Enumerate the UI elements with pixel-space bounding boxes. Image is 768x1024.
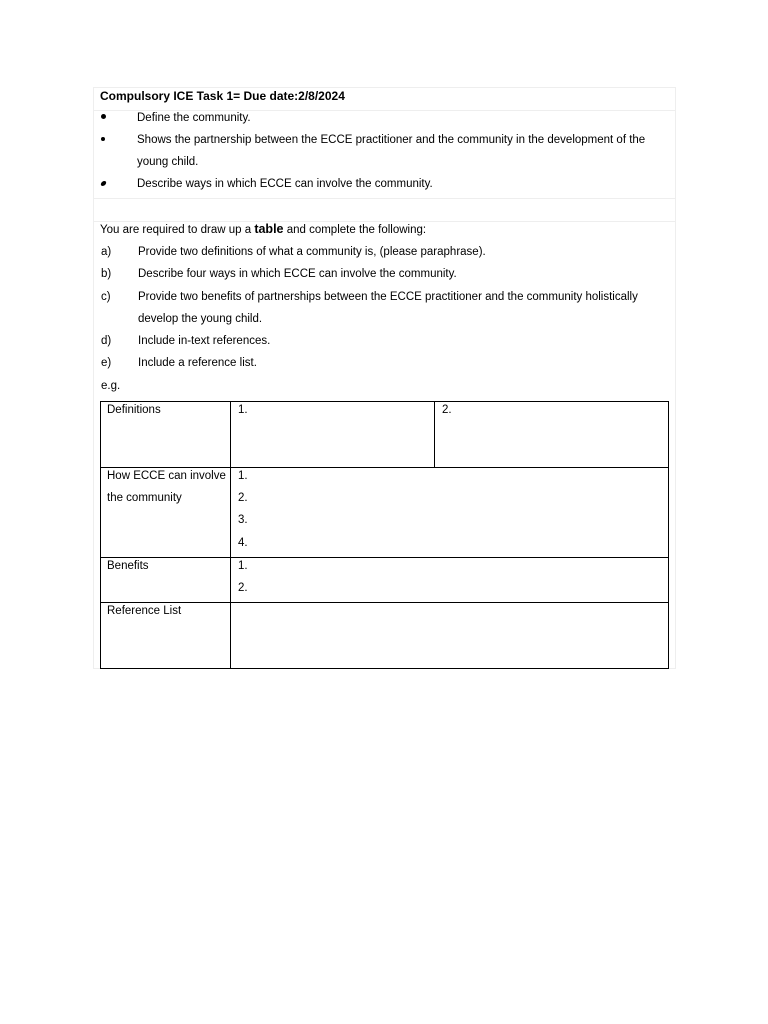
bullet-item: Describe ways in which ECCE can involve the community.	[137, 178, 433, 190]
definitions-label: Definitions	[107, 404, 161, 416]
list-marker: e)	[101, 357, 112, 369]
table-cell-label	[100, 602, 231, 669]
list-item: Provide two benefits of partnerships between the ECCE practitioner and the community holistically	[138, 291, 638, 303]
table-cell	[434, 401, 669, 468]
involve-label: the community	[107, 492, 182, 504]
table-cell-label	[100, 557, 231, 603]
bullet-icon	[101, 137, 105, 141]
table-cell-label	[100, 467, 231, 558]
bullet-item-continuation: young child.	[137, 156, 199, 168]
table-cell	[230, 401, 435, 468]
table-cell	[230, 602, 669, 669]
divider	[94, 198, 675, 199]
definition-number: 2.	[442, 404, 452, 416]
reference-list-label: Reference List	[107, 605, 182, 617]
involve-label: How ECCE can involve	[107, 470, 226, 482]
list-marker: b)	[101, 268, 112, 280]
task-title: Compulsory ICE Task 1= Due date:2/8/2024	[100, 89, 345, 103]
definition-number: 1.	[238, 404, 248, 416]
example-label: e.g.	[101, 380, 121, 392]
list-marker: c)	[101, 291, 111, 303]
list-item: Include a reference list.	[138, 357, 257, 369]
bullet-item: Shows the partnership between the ECCE practitioner and the community in the development of the	[137, 134, 646, 146]
list-item-continuation: develop the young child.	[138, 313, 263, 325]
list-item: Provide two definitions of what a community is, (please paraphrase).	[138, 246, 486, 258]
bullet-icon	[101, 114, 106, 119]
benefits-label: Benefits	[107, 560, 149, 572]
benefit-number: 1.	[238, 560, 248, 572]
table-cell-label	[100, 401, 231, 468]
table-cell	[230, 467, 669, 558]
list-marker: a)	[101, 246, 112, 258]
involve-number: 2.	[238, 492, 248, 504]
table-cell	[230, 557, 669, 603]
list-item: Include in-text references.	[138, 335, 271, 347]
involve-number: 3.	[238, 514, 248, 526]
list-item: Describe four ways in which ECCE can involve the community.	[138, 268, 457, 280]
instructions-intro: You are required to draw up a table and complete the following:	[100, 222, 427, 236]
bullet-item: Define the community.	[137, 112, 251, 124]
involve-number: 1.	[238, 470, 248, 482]
involve-number: 4.	[238, 537, 248, 549]
benefit-number: 2.	[238, 582, 248, 594]
list-marker: d)	[101, 335, 112, 347]
